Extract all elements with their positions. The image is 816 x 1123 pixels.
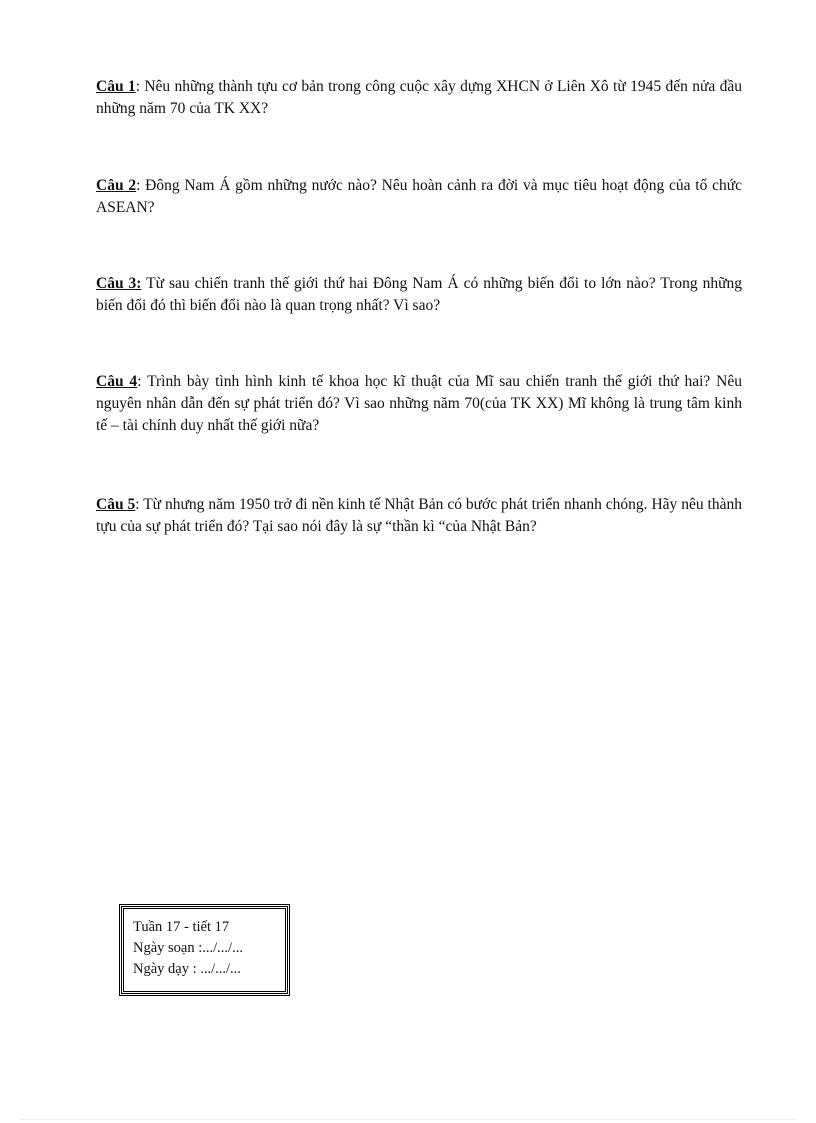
question-2-text: : Đông Nam Á gồm những nước nào? Nêu hoàn cảnh ra đời và mục tiêu hoạt động của tổ chức ASEAN?: [96, 177, 742, 216]
teach-date-line: Ngày dạy : .../.../...: [133, 961, 241, 977]
question-5-text: : Từ nhưng năm 1950 trở đi nền kinh tế Nhật Bản có bước phát triển nhanh chóng. Hãy nêu thành tựu của sự phát triển đó? Tại sao nói đây là sự “thần kì “của Nhật Bản?: [96, 496, 742, 535]
question-2: [96, 175, 742, 219]
question-2-label: Câu 2: [96, 177, 137, 194]
question-4: [96, 371, 742, 437]
question-4-text: : Trình bày tình hình kinh tế khoa học kĩ thuật của Mĩ sau chiến tranh thế giới thứ hai? Nêu nguyên nhân dẫn đến sự phát triển đó? Vì sao những năm 70(của TK XX) Mĩ không là trung tâm kinh tế – tài chính duy nhất thế giới nữa?: [96, 373, 742, 434]
question-1: [96, 76, 742, 120]
question-3: [96, 273, 742, 317]
page-bottom-rule: [20, 1119, 796, 1120]
prep-date-line: Ngày soạn :.../.../...: [133, 940, 243, 956]
question-1-text: : Nêu những thành tựu cơ bản trong công cuộc xây dựng XHCN ở Liên Xô từ 1945 đến nửa đầu những năm 70 của TK XX?: [96, 78, 742, 117]
question-3-label: Câu 3:: [96, 275, 142, 292]
question-3-text: Từ sau chiến tranh thế giới thứ hai Đông Nam Á có những biến đổi to lớn nào? Trong những biến đổi đó thì biến đổi nào là quan trọng nhất? Vì sao?: [96, 275, 742, 314]
question-4-label: Câu 4: [96, 373, 138, 390]
week-lesson-line: Tuần 17 - tiết 17: [133, 919, 230, 935]
question-1-label: Câu 1: [96, 78, 136, 95]
question-5: [96, 494, 742, 538]
lesson-info-box: [121, 906, 288, 994]
question-5-label: Câu 5: [96, 496, 136, 513]
